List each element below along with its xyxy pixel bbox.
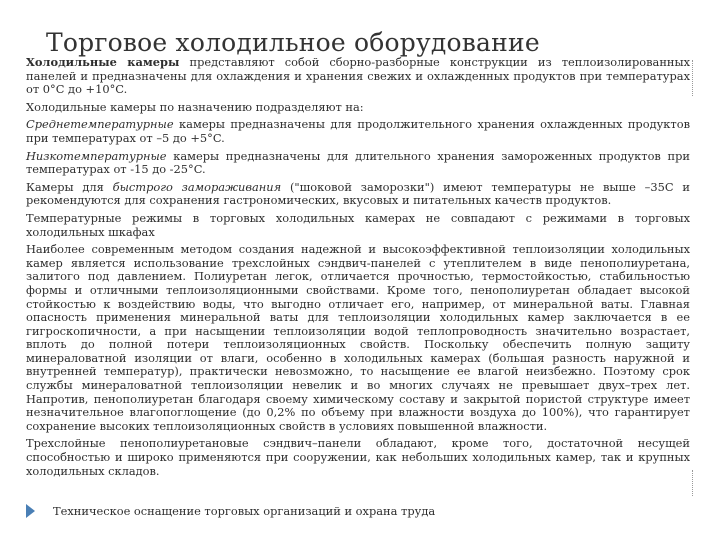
- paragraph-text: камеры предназначены для продолжительного хранения охлажденных продуктов при температурах от –5 до +5°C.: [26, 117, 690, 145]
- paragraph-temp-modes: Температурные режимы в торговых холодильных камерах не совпадают с режимами в торговых холодильных шкафах: [26, 210, 690, 239]
- paragraph-classification-intro: Холодильные камеры по назначению подразделяют на:: [26, 99, 364, 114]
- italic-term-quick-freeze: быстрого замораживания: [112, 179, 282, 194]
- paragraph-medium-temp: [26, 118, 690, 145]
- paragraph-sandwich-panels: Трехслойные пенополиуретановые сэндвич–панели обладают, кроме того, достаточной несущей способностью и широко применяются при сооружении, как небольших холодильных камер, так и крупных холодильных складов.: [26, 436, 690, 478]
- paragraph-text: ("шоковой заморозки") имеют температуры не выше –35С и рекомендуются для сохранения гастрономических, вкусовых и питательных качеств продуктов.: [26, 179, 690, 208]
- italic-term-medium-temp: Среднетемпературные: [26, 117, 174, 132]
- paragraph-text: Камеры для: [26, 179, 113, 194]
- footer-text: Техническое оснащение торговых организаций и охрана труда: [53, 504, 436, 518]
- italic-term-low-temp: Низкотемпературные: [26, 148, 167, 163]
- slide-title: Торговое холодильное оборудование: [46, 28, 540, 57]
- triangle-arrow-icon: [26, 504, 35, 518]
- dotted-divider-bottom: [692, 470, 693, 496]
- paragraph-chambers-definition: [26, 56, 690, 97]
- paragraph-low-temp: [26, 150, 690, 177]
- slide-body: [26, 56, 690, 482]
- paragraph-quick-freeze: [26, 181, 690, 208]
- paragraph-text: представляют собой сборно-разборные конструкции из теплоизолированных панелей и предназначены для охлаждения и хранения свежих и охлажденных продуктов при температурах от 0°C до +10°C.: [26, 55, 690, 97]
- paragraph-text: камеры предназначены для длительного хранения замороженных продуктов при температурах от -15 до -25°C.: [26, 148, 690, 177]
- bold-term-chambers: Холодильные камеры: [26, 55, 180, 69]
- dotted-divider-top: [692, 60, 693, 96]
- footer: [26, 504, 435, 518]
- paragraph-insulation: Наиболее современным методом создания надежной и высокоэффективной теплоизоляции холодильных камер является использование трехслойных сэндвич-панелей с утеплителем в виде пенополиуретана, залитого под давлением. Полиуретан легок, отличается прочностью, термостойкостью, стабильностью формы и отличными теплоизоляционными свойствами. Кроме того, пенополиуретан обладает высокой стойкостью к воздействию воды, что выгодно отличает его, например, от минеральной ваты. Главная опасность применения минеральной ваты для теплоизоляции холодильных камер заключается в ее гигроскопичности, а при насыщении теплоизоляции водой теплопроводность значительно возрастает, вплоть до полной потери теплоизоляционных свойств. Поскольку обеспечить полную защиту минераловатной изоляции от влаги, особенно в холодильных камерах (большая разность наружной и внутренней температур), практически невозможно, то насыщение ее влагой неизбежно. Поэтому срок службы минераловатной теплоизоляции невелик и во многих случаях не превышает двух–трех лет. Напротив, пенополиуретан благодаря своему химическому составу и закрытой пористой структуре имеет незначительное влагопоглощение (до 0,2% по объему при влажности воздуха до 100%), что гарантирует сохранение высоких теплоизоляционных свойств в условиях повышенной влажности.: [26, 242, 690, 433]
